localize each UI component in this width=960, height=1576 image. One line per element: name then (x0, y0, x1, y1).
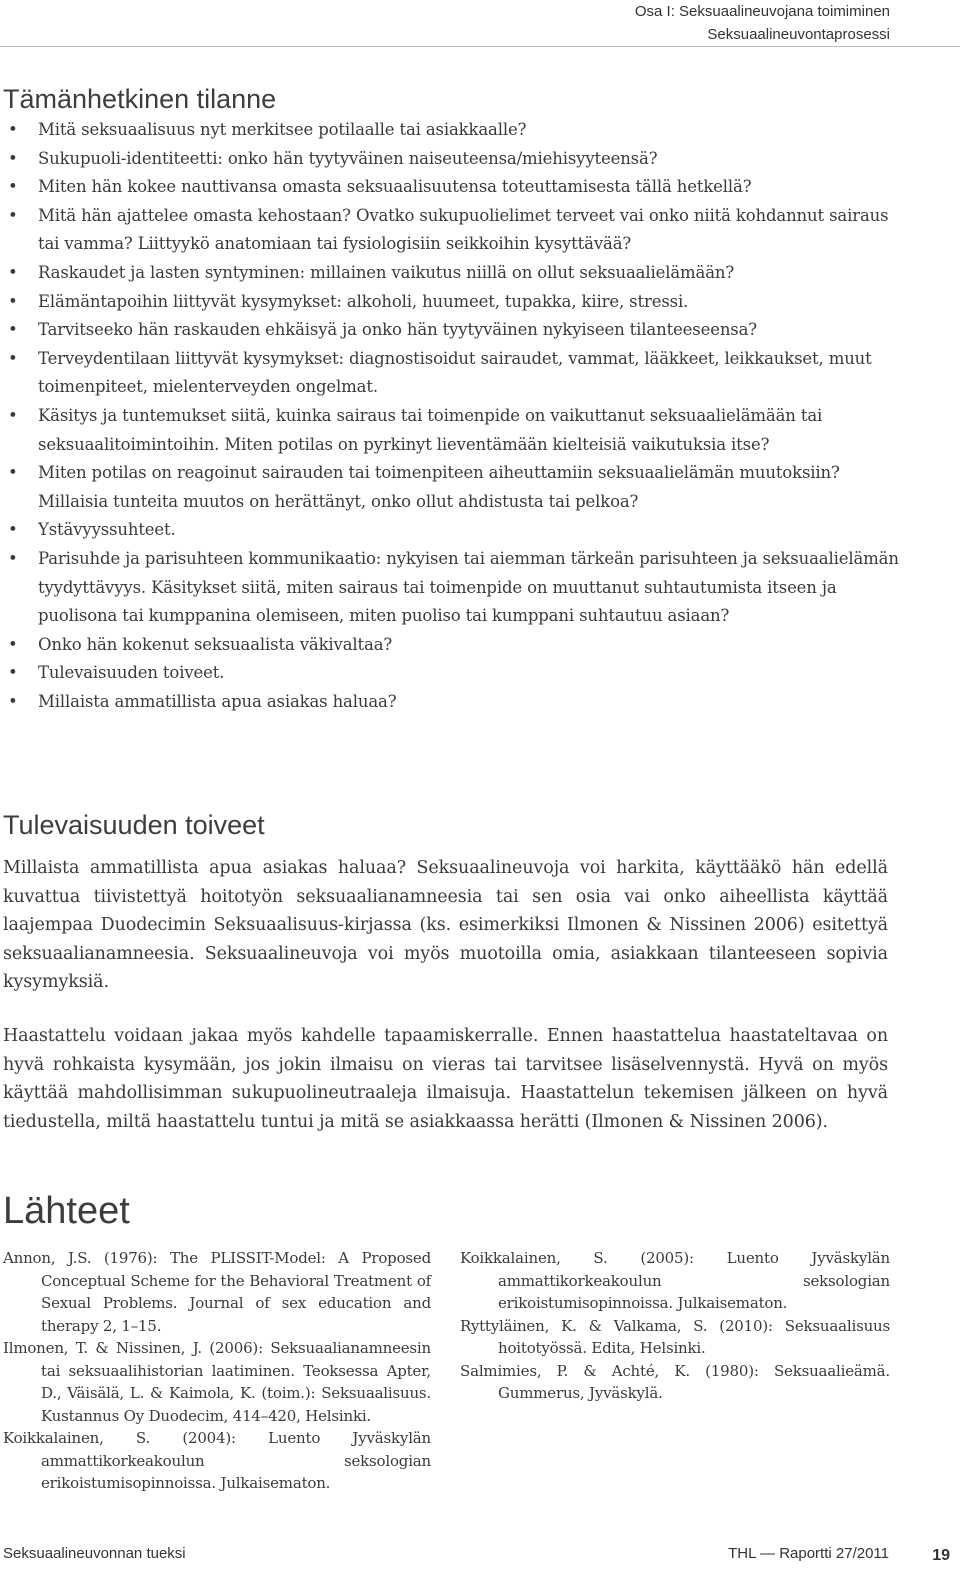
header-divider (0, 46, 960, 47)
heading-sources: Lähteet (3, 1190, 130, 1232)
bullet-icon: • (8, 177, 18, 197)
header-part-title: Osa I: Seksuaalineuvojana toimiminen (634, 3, 890, 20)
bullet-icon: • (8, 663, 18, 683)
bullet-icon: • (8, 320, 18, 340)
list-item: • Raskaudet ja lasten syntyminen: millainen vaikutus niillä on ollut seksuaalielämään? (0, 259, 900, 288)
list-item: • Mitä seksuaalisuus nyt merkitsee potilaalle tai asiakkaalle? (0, 116, 900, 145)
list-item: • Ystävyyssuhteet. (0, 516, 900, 545)
bullet-icon: • (8, 348, 18, 368)
bullet-icon: • (8, 148, 18, 168)
reference-item: Ryttyläinen, K. & Valkama, S. (2010): Seksuaalisuus hoitotyössä. Edita, Helsinki. (460, 1316, 890, 1357)
header-chapter-title: Seksuaalineuvontaprosessi (707, 26, 890, 43)
bullet-icon: • (8, 463, 18, 483)
bullet-icon: • (8, 291, 18, 311)
list-item: • Miten hän kokee nauttivansa omasta seksuaalisuutensa toteuttamisesta tällä hetkellä? (0, 173, 900, 202)
bullet-icon: • (8, 262, 18, 282)
footer-report-id: THL — Raportti 27/2011 (728, 1545, 889, 1562)
references-left-column (3, 1247, 431, 1495)
reference-item: Ilmonen, T. & Nissinen, J. (2006): Seksuaalianamneesin tai seksuaalihistorian laatiminen. Teoksessa Apter, D., Väisälä, L. & Kaimola, K. (toim.): Seksuaalisuus. Kustannus Oy Duodecim, 414–420, Helsinki. (3, 1339, 431, 1425)
list-item: • Tulevaisuuden toiveet. (0, 659, 900, 688)
page-number: 19 (932, 1547, 950, 1564)
list-item: • Millaista ammatillista apua asiakas haluaa? (0, 688, 900, 717)
bullet-icon: • (8, 520, 18, 540)
references-right-column (460, 1247, 890, 1405)
reference-item: Koikkalainen, S. (2004): Luento Jyväskylän ammattikorkeakoulun seksologian erikoistumisopinnoissa. Julkaisematon. (3, 1429, 431, 1492)
list-item: • Mitä hän ajattelee omasta kehostaan? Ovatko sukupuolielimet terveet vai onko niitä kohdannut sairaus tai vamma? Liittyykö anatomiaan tai fysiologisiin seikkoihin kysyttävää? (0, 202, 900, 259)
future-wishes-paragraph-1: Millaista ammatillista apua asiakas haluaa? Seksuaalineuvoja voi harkita, käyttääkö hän edellä kuvattua tiivistettyä hoitotyön seksuaalianamneesia tai sen osia vai onko aiheellista käyttää laajempaa Duodecimin Seksuaalisuus-kirjassa (ks. esimerkiksi Ilmonen & Nissinen 2006) esitettyä seksuaalianamneesia. Seksuaalineuvoja voi myös muotoilla omia, asiakkaan tilanteeseen sopivia kysymyksiä. (3, 858, 888, 992)
list-item: • Terveydentilaan liittyvät kysymykset: diagnostisoidut sairaudet, vammat, lääkkeet, leikkaukset, muut toimenpiteet, mielenterveyden ongelmat. (0, 345, 900, 402)
list-item: • Parisuhde ja parisuhteen kommunikaatio: nykyisen tai aiemman tärkeän parisuhteen ja seksuaalielämän tyydyttävyys. Käsitykset siitä, miten sairaus tai toimenpide on muuttanut suhtautumista itseen ja puolisona tai kumppanina olemiseen, miten puoliso tai kumppani suhtautuu asiaan? (0, 545, 900, 631)
bullet-icon: • (8, 205, 18, 225)
future-wishes-paragraph-2: Haastattelu voidaan jakaa myös kahdelle tapaamiskerralle. Ennen haastattelua haastateltavaa on hyvä rohkaista kysymään, jos jokin ilmaisu on vieras tai tarvitsee lisäselvennystä. Hyvä on myös käyttää mahdollisimman sukupuolineutraaleja ilmaisuja. Haastattelun tekemisen jälkeen on hyvä tiedustella, miltä haastattelu tuntui ja mitä se asiakkaassa herätti (Ilmonen & Nissinen 2006). (3, 1026, 888, 1132)
bullet-icon: • (8, 405, 18, 425)
list-item: • Miten potilas on reagoinut sairauden tai toimenpiteen aiheuttamiin seksuaalielämän muutoksiin? Millaisia tunteita muutos on herättänyt, onko ollut ahdistusta tai pelkoa? (0, 459, 900, 516)
list-item: • Onko hän kokenut seksuaalista väkivaltaa? (0, 631, 900, 660)
list-item: • Sukupuoli-identiteetti: onko hän tyytyväinen naiseuteensa/miehisyyteensä? (0, 145, 900, 174)
current-situation-list (0, 116, 900, 716)
reference-item: Koikkalainen, S. (2005): Luento Jyväskylän ammattikorkeakoulun seksologian erikoistumisopinnoissa. Julkaisematon. (460, 1249, 890, 1312)
bullet-icon: • (8, 548, 18, 568)
bullet-icon: • (8, 691, 18, 711)
running-header (635, 0, 890, 46)
footer-publication-title: Seksuaalineuvonnan tueksi (3, 1545, 186, 1562)
bullet-icon: • (8, 634, 18, 654)
reference-item: Annon, J.S. (1976): The PLISSIT-Model: A Proposed Conceptual Scheme for the Behavioral Treatment of Sexual Problems. Journal of sex education and therapy 2, 1–15. (3, 1249, 431, 1335)
list-item: • Elämäntapoihin liittyvät kysymykset: alkoholi, huumeet, tupakka, kiire, stressi. (0, 288, 900, 317)
heading-current-situation: Tämänhetkinen tilanne (3, 84, 277, 114)
list-item: • Tarvitseeko hän raskauden ehkäisyä ja onko hän tyytyväinen nykyiseen tilanteeseensa? (0, 316, 900, 345)
list-item: • Käsitys ja tuntemukset siitä, kuinka sairaus tai toimenpide on vaikuttanut seksuaalielämään tai seksuaalitoimintoihin. Miten potilas on pyrkinyt lieventämään kielteisiä vaikutuksia itse? (0, 402, 900, 459)
reference-item: Salmimies, P. & Achté, K. (1980): Seksuaalieämä. Gummerus, Jyväskylä. (460, 1361, 890, 1402)
bullet-icon: • (8, 120, 18, 139)
heading-future-wishes: Tulevaisuuden toiveet (3, 810, 265, 840)
